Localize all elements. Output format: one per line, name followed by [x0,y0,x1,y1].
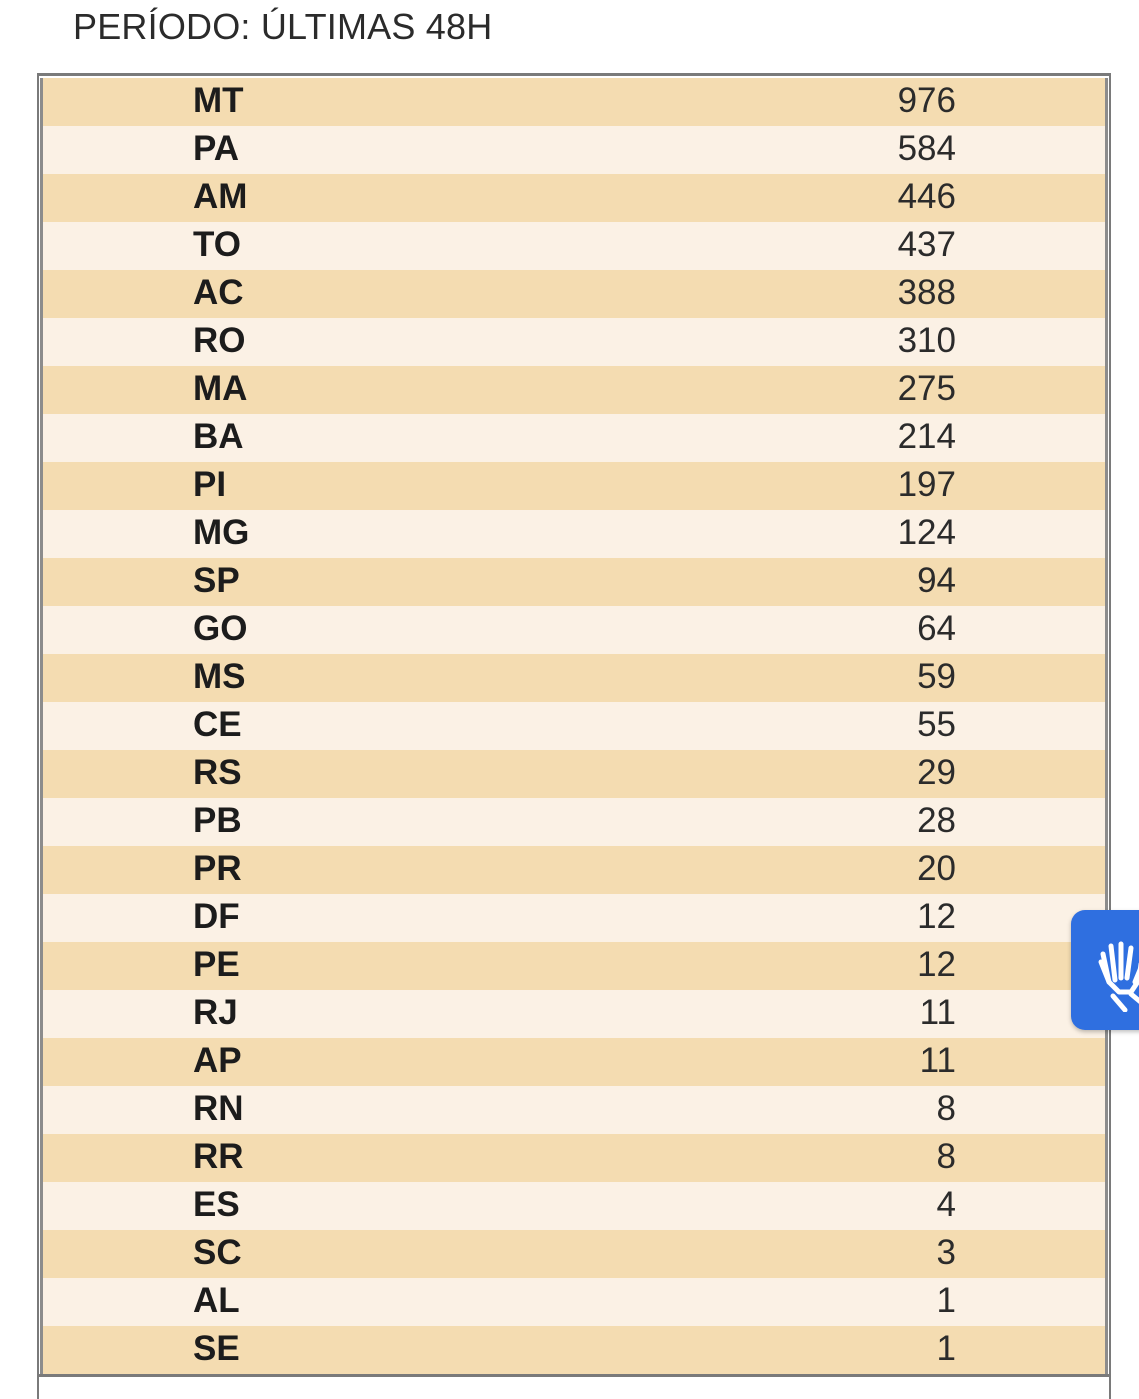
state-code: SP [193,561,240,600]
table-row [43,702,1105,750]
accessibility-widget-button[interactable] [1071,910,1139,1030]
table-row [43,942,1105,990]
state-value: 11 [919,1041,956,1080]
state-code: RN [193,1089,244,1128]
state-value: 20 [917,849,956,888]
table-row [43,462,1105,510]
state-value: 4 [936,1185,956,1224]
table-row [43,366,1105,414]
state-value: 275 [897,369,956,408]
table-row [43,1230,1105,1278]
state-value: 976 [897,81,956,120]
table-row [43,654,1105,702]
table-bottom-border [37,1374,1111,1377]
state-value: 437 [897,225,956,264]
state-value: 1 [936,1281,956,1320]
table-row [43,990,1105,1038]
state-value: 11 [919,993,956,1032]
table-row [43,414,1105,462]
table-row [43,78,1105,126]
state-value: 64 [917,609,956,648]
state-code: AC [193,273,244,312]
state-value: 124 [897,513,956,552]
table-row [43,606,1105,654]
state-value: 94 [917,561,956,600]
state-value: 214 [897,417,956,456]
table-row [43,1038,1105,1086]
state-code: GO [193,609,248,648]
state-code: PB [193,801,242,840]
state-value: 29 [917,753,956,792]
state-value: 28 [917,801,956,840]
table-row [43,894,1105,942]
state-value: 310 [897,321,956,360]
table-row [43,750,1105,798]
table-row [43,846,1105,894]
state-code: RS [193,753,242,792]
table-row [43,1182,1105,1230]
state-value: 8 [936,1089,956,1128]
state-code: PI [193,465,227,504]
sign-language-hands-icon [1091,932,1139,1012]
state-value: 8 [936,1137,956,1176]
table-row [43,1326,1105,1374]
state-code: BA [193,417,244,456]
table-row [43,126,1105,174]
state-value: 55 [917,705,956,744]
state-code: AM [193,177,248,216]
state-value: 3 [936,1233,956,1272]
state-code: PA [193,129,240,168]
state-code: RJ [193,993,238,1032]
state-value: 12 [917,945,956,984]
table-row [43,558,1105,606]
state-value: 1 [936,1329,956,1368]
state-value: 446 [897,177,956,216]
table-row [43,1278,1105,1326]
state-value: 59 [917,657,956,696]
period-label: PERÍODO: ÚLTIMAS 48H [73,6,493,47]
table-row [43,510,1105,558]
period-header [37,0,1111,76]
state-code: AP [193,1041,242,1080]
state-value: 388 [897,273,956,312]
state-value: 197 [897,465,956,504]
state-code: AL [193,1281,240,1320]
table-row [43,798,1105,846]
state-code: PR [193,849,242,888]
table-row [43,222,1105,270]
table-row [43,1086,1105,1134]
state-value: 12 [917,897,956,936]
state-code: MG [193,513,250,552]
state-code: MT [193,81,244,120]
state-table [40,78,1108,1374]
state-code: SC [193,1233,242,1272]
state-code: CE [193,705,242,744]
state-code: SE [193,1329,240,1368]
state-code: TO [193,225,241,264]
state-code: MA [193,369,248,408]
state-code: ES [193,1185,240,1224]
state-code: PE [193,945,240,984]
state-code: MS [193,657,246,696]
state-code: RO [193,321,246,360]
table-row [43,1134,1105,1182]
table-row [43,174,1105,222]
table-row [43,318,1105,366]
state-code: RR [193,1137,244,1176]
state-code: DF [193,897,240,936]
table-row [43,270,1105,318]
state-value: 584 [897,129,956,168]
